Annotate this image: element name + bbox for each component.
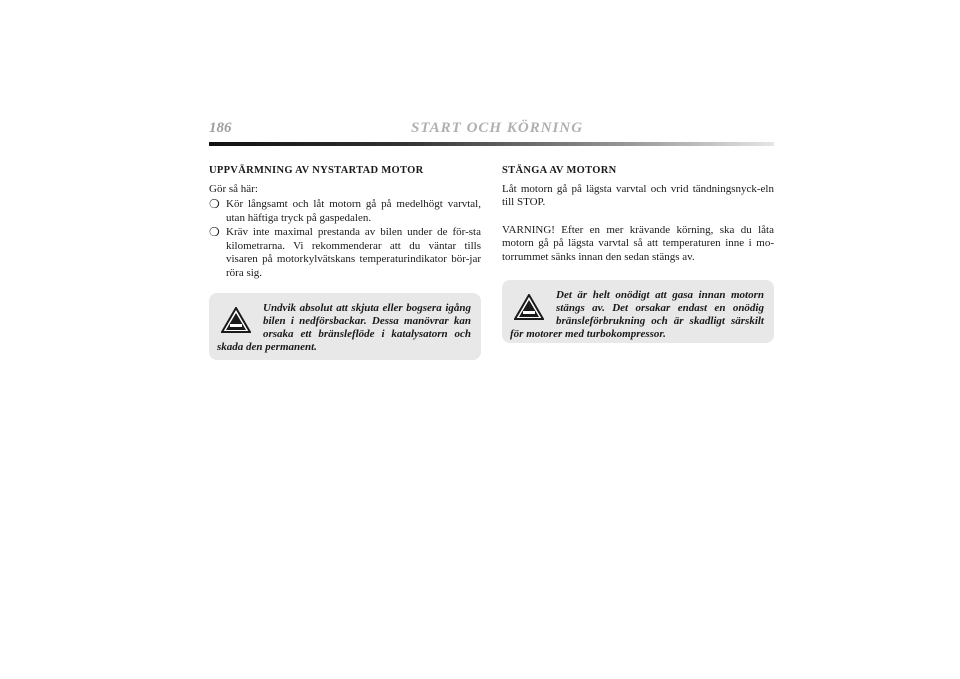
- page-header: [209, 117, 774, 147]
- engine-off-text: Låt motorn gå på lägsta varvtal och vrid tändningsnyck-eln till STOP.: [502, 182, 774, 208]
- chapter-title: START OCH KÖRNING: [411, 120, 584, 136]
- list-item-text: Kör långsamt och låt motorn gå på medelhögt varvtal, utan häftiga tryck på gaspedalen.: [226, 198, 481, 224]
- section-heading-warmup: UPPVÄRMNING AV NYSTARTAD MOTOR: [209, 165, 424, 176]
- bullet-circle-icon: ❍: [209, 197, 220, 211]
- warning-triangle-icon: [221, 307, 251, 333]
- page-number: 186: [209, 120, 232, 136]
- warning-text-right: Det är helt onödigt att gasa innan motorn stängs av. Det orsakar endast en onödig bränsleförbrukning och är skadligt särskilt för motorer med turbokompressor.: [510, 289, 764, 340]
- warning-triangle-icon: [514, 294, 544, 320]
- bullet-circle-icon: ❍: [209, 225, 220, 239]
- caution-text: VARNING! Efter en mer krävande körning, ska du låta motorn gå på lägsta varvtal så att temperaturen inne i mo-torrummet sänks innan den sedan stängs av.: [502, 223, 774, 263]
- right-column: [502, 164, 774, 265]
- warning-box-left: [209, 293, 481, 360]
- bullet-list: [209, 198, 481, 280]
- warning-text-left: Undvik absolut att skjuta eller bogsera igång bilen i nedförsbackar. Dessa manövrar kan orsaka ett bränsleflöde i katalysatorn och skada den permanent.: [217, 302, 471, 353]
- list-item: [209, 198, 481, 225]
- intro-text: Gör så här:: [209, 182, 258, 195]
- header-rule: [209, 142, 774, 146]
- warning-box-right: [502, 280, 774, 343]
- section-heading-engine-off: STÄNGA AV MOTORN: [502, 165, 617, 176]
- list-item: [209, 226, 481, 280]
- list-item-text: Kräv inte maximal prestanda av bilen under de för-sta kilometrarna. Vi rekommenderar att du väntar tills visaren på motorkylvätskans temperaturindikator bör-jar röra sig.: [226, 226, 481, 279]
- left-column: [209, 164, 481, 281]
